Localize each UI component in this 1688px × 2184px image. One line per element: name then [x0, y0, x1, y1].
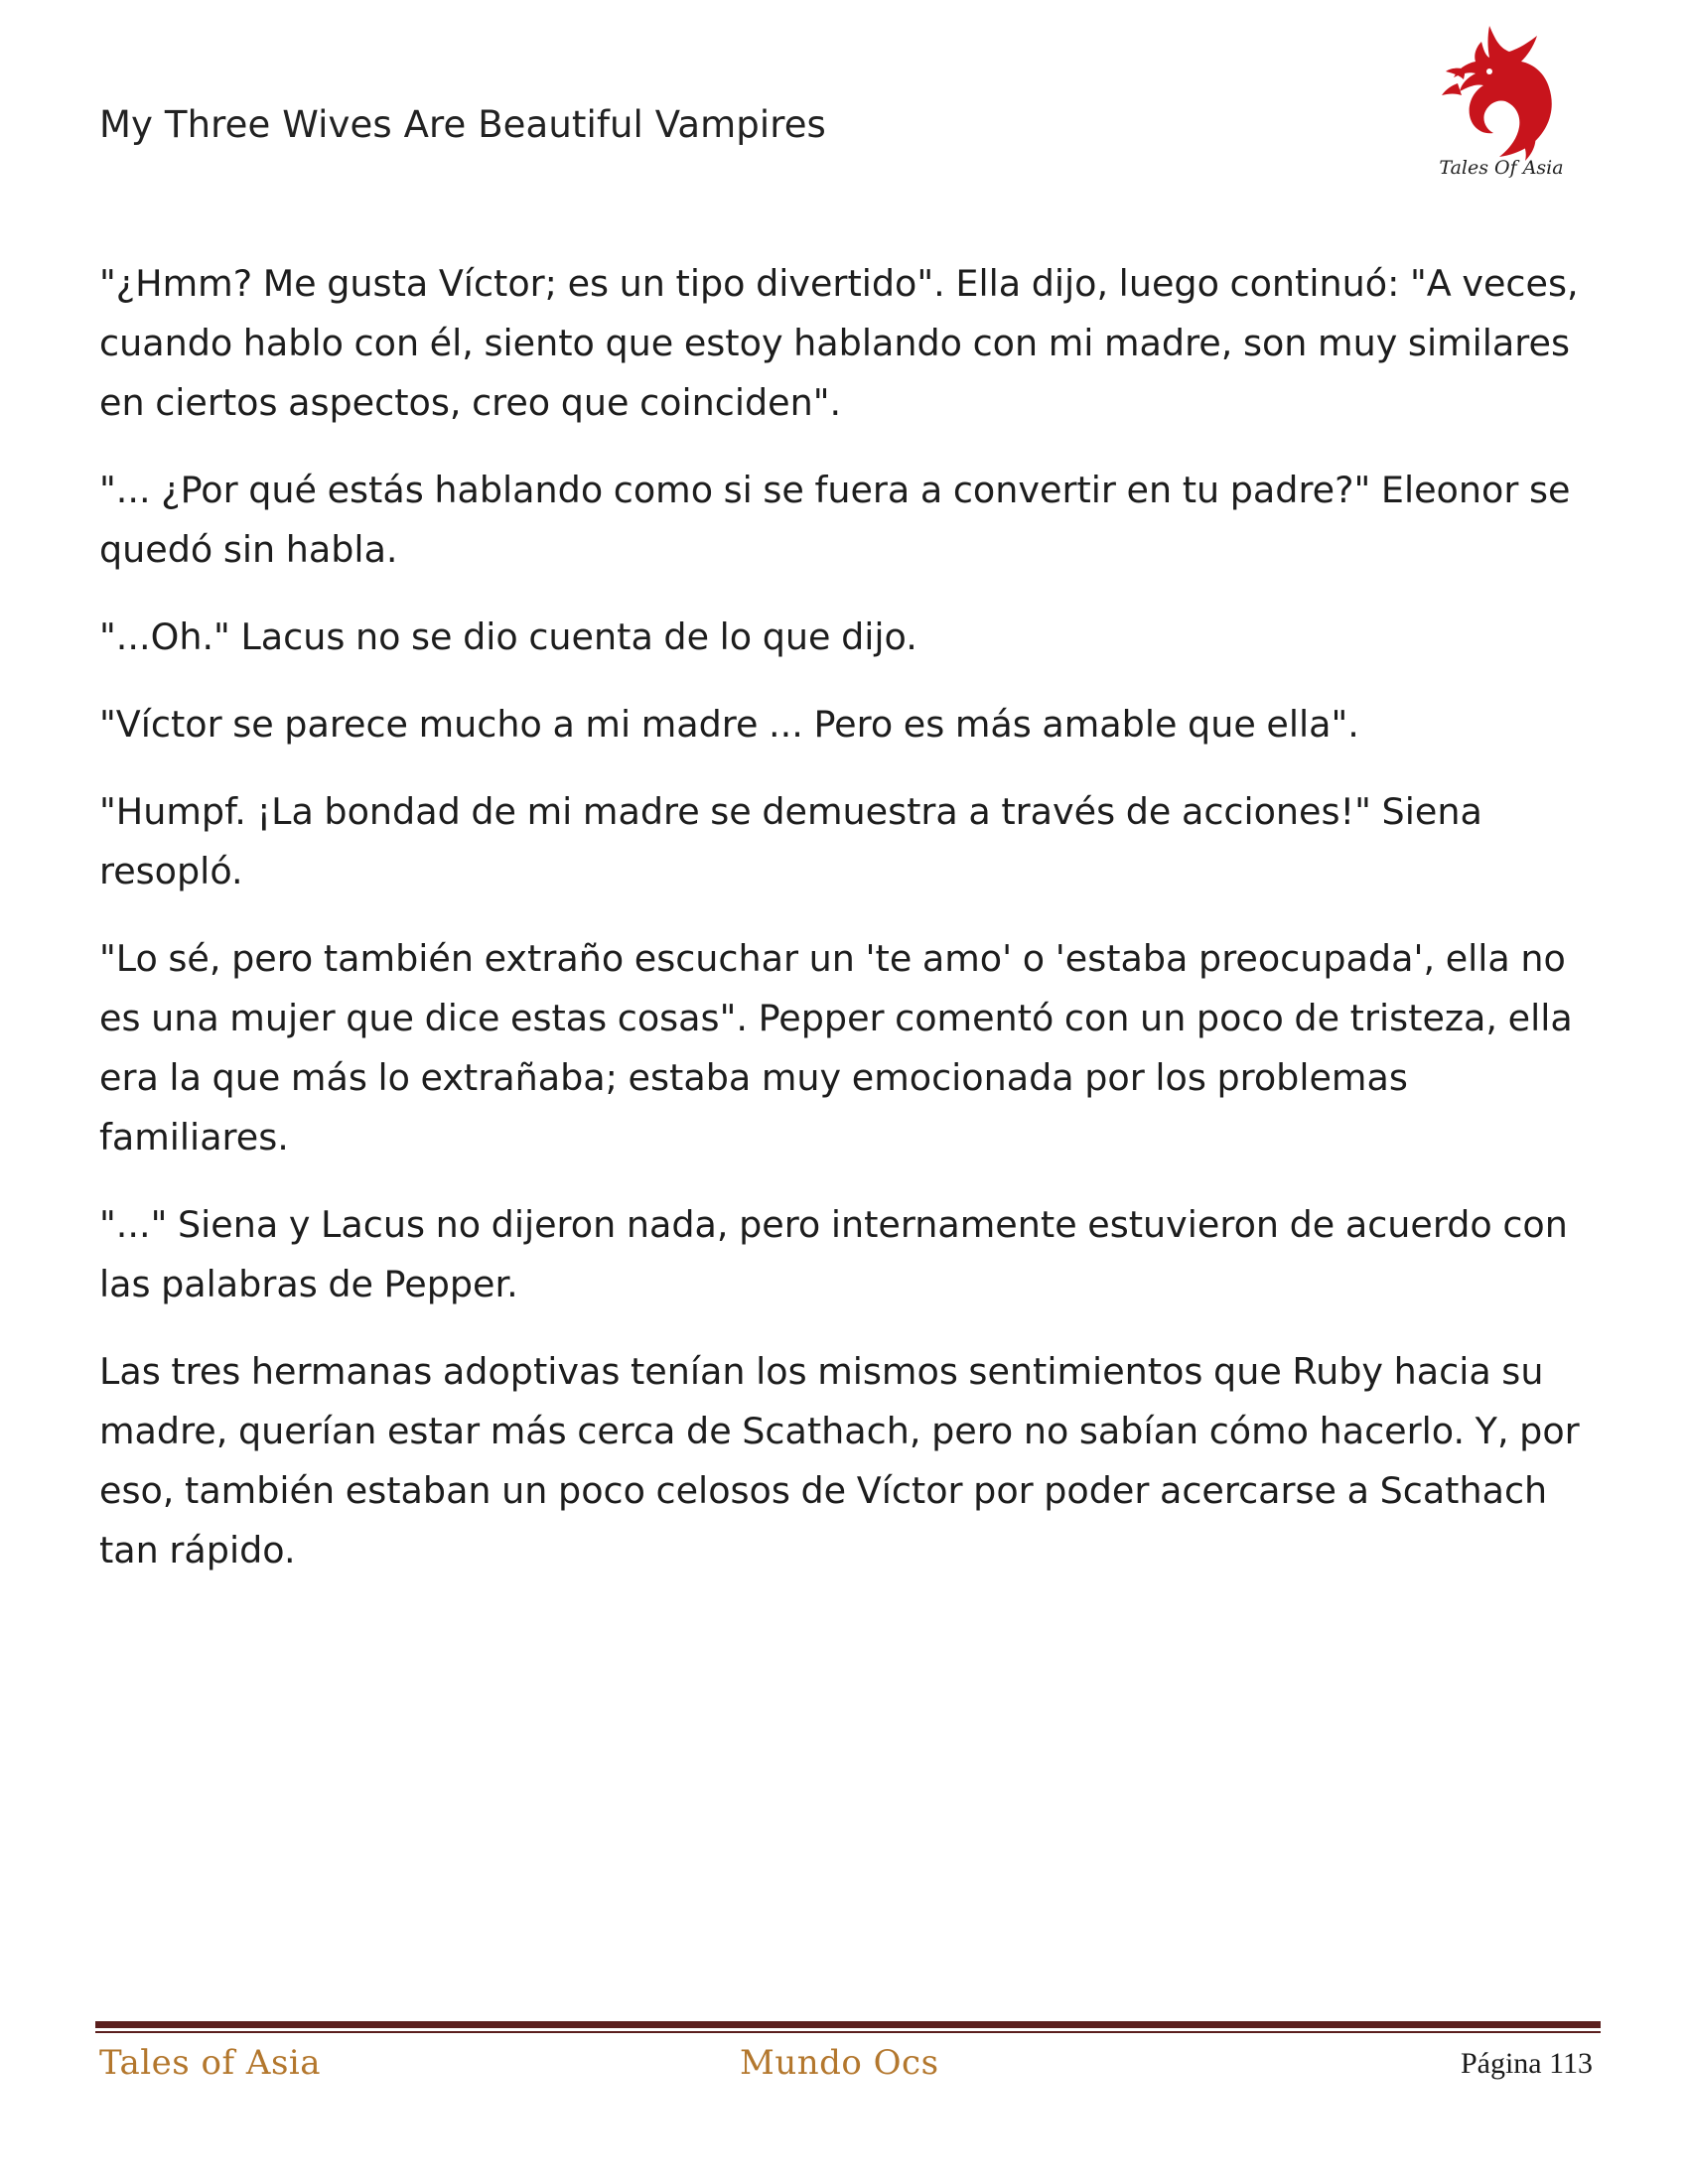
paragraph: "¿Hmm? Me gusta Víctor; es un tipo divertido". Ella dijo, luego continuó: "A veces, cuando hablo con él, siento que estoy hablando con mi madre, son muy similares en ciertos aspectos, creo que coinciden". [99, 262, 1579, 424]
paragraph: "Lo sé, pero también extraño escuchar un 'te amo' o 'estaba preocupada', ella no es una mujer que dice estas cosas". Pepper comentó con un poco de tristeza, ella era la que más lo extrañaba; estaba muy emocionada por los problemas familiares. [99, 937, 1573, 1159]
document-body [99, 254, 1601, 1608]
paragraph: "Víctor se parece mucho a mi madre ... Pero es más amable que ella". [99, 703, 1359, 746]
paragraph: "...Oh." Lacus no se dio cuenta de lo que dijo. [99, 615, 917, 658]
paragraph: "..." Siena y Lacus no dijeron nada, pero internamente estuvieron de acuerdo con las palabras de Pepper. [99, 1203, 1568, 1305]
footer-divider [95, 2021, 1601, 2028]
footer-divider-thin [95, 2031, 1601, 2033]
logo-text: Tales Of Asia [1439, 157, 1564, 179]
paragraph: "Humpf. ¡La bondad de mi madre se demuestra a través de acciones!" Siena resopló. [99, 790, 1482, 892]
paragraph: "... ¿Por qué estás hablando como si se fuera a convertir en tu padre?" Eleonor se quedó sin habla. [99, 469, 1571, 571]
footer-section-name: Mundo Ocs [740, 2043, 939, 2083]
page-header-title: My Three Wives Are Beautiful Vampires [99, 103, 826, 146]
paragraph: Las tres hermanas adoptivas tenían los mismos sentimientos que Ruby hacia su madre, querían estar más cerca de Scathach, pero no sabían cómo hacerlo. Y, por eso, también estaban un poco celosos de Víctor por poder acercarse a Scathach tan rápido. [99, 1350, 1580, 1571]
page-number: Página 113 [1460, 2047, 1593, 2080]
footer-site-name: Tales of Asia [99, 2043, 322, 2083]
